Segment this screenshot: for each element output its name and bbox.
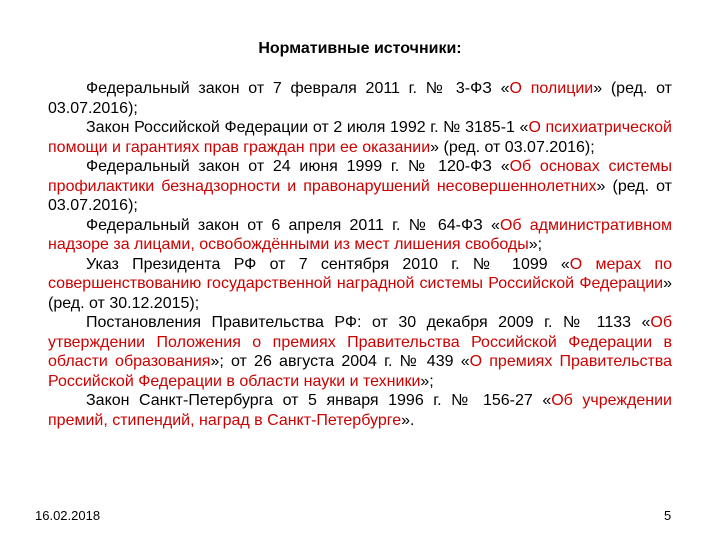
footer-date: 16.02.2018 xyxy=(35,508,101,523)
source-item xyxy=(48,216,672,255)
source-text: Федеральный закон от 6 апреля 2011 г. № 64-ФЗ « xyxy=(86,216,500,234)
source-link[interactable]: Об учреждении премий, стипендий, наград в Санкт-Петербурге xyxy=(48,392,672,429)
source-text: Федеральный закон от 7 февраля 2011 г. № 3-ФЗ « xyxy=(86,80,510,97)
source-text: »; xyxy=(420,372,434,390)
source-text: » (ред. от 03.07.2016); xyxy=(48,80,672,117)
source-link[interactable]: О премиях Правительства Российской Федерации в области науки и техники xyxy=(48,353,672,390)
source-link[interactable]: Об основах системы профилактики безнадзорности и правонарушений несовершеннолетних xyxy=(48,158,672,195)
source-text: » (ред. от 03.07.2016); xyxy=(48,177,673,214)
source-item xyxy=(48,79,672,118)
source-text: »; от 26 августа 2004 г. № 439 « xyxy=(210,353,470,370)
source-link[interactable]: Об утверждении Положения о премиях Правительства Российской Федерации в области образования xyxy=(48,314,672,370)
source-text: Указ Президента РФ от 7 сентября 2010 г. № 1099 « xyxy=(86,255,570,273)
source-link[interactable]: О полиции xyxy=(509,80,594,97)
source-item xyxy=(48,255,672,314)
source-item xyxy=(48,313,672,391)
page-number: 5 xyxy=(664,508,672,523)
source-text: Федеральный закон от 24 июня 1999 г. № 120-ФЗ « xyxy=(86,158,510,175)
source-text: » (ред. от 03.07.2016); xyxy=(430,138,595,156)
slide-title: Нормативные источники: xyxy=(258,40,462,57)
source-link[interactable]: О мерах по совершенствованию государственной наградной системы Российской Федерации xyxy=(48,255,673,292)
source-link[interactable]: Об административном надзоре за лицами, освобождёнными из мест лишения свободы xyxy=(48,216,672,253)
source-text: Постановления Правительства РФ: от 30 декабря 2009 г. № 1133 « xyxy=(86,314,651,331)
source-text: » (ред. от 30.12.2015); xyxy=(48,275,672,312)
source-item xyxy=(48,391,672,430)
source-text: Закон Российской Федерации от 2 июля 1992 г. № 3185-1 « xyxy=(86,119,529,136)
source-item xyxy=(48,157,672,216)
source-link[interactable]: О психиатрической помощи и гарантиях прав граждан при ее оказании xyxy=(48,119,672,156)
source-text: Закон Санкт-Петербурга от 5 января 1996 г. № 156-27 « xyxy=(86,392,552,409)
source-text: »; xyxy=(528,236,543,253)
source-text: ». xyxy=(401,411,415,429)
source-item xyxy=(48,118,672,157)
sources-list xyxy=(48,79,672,430)
